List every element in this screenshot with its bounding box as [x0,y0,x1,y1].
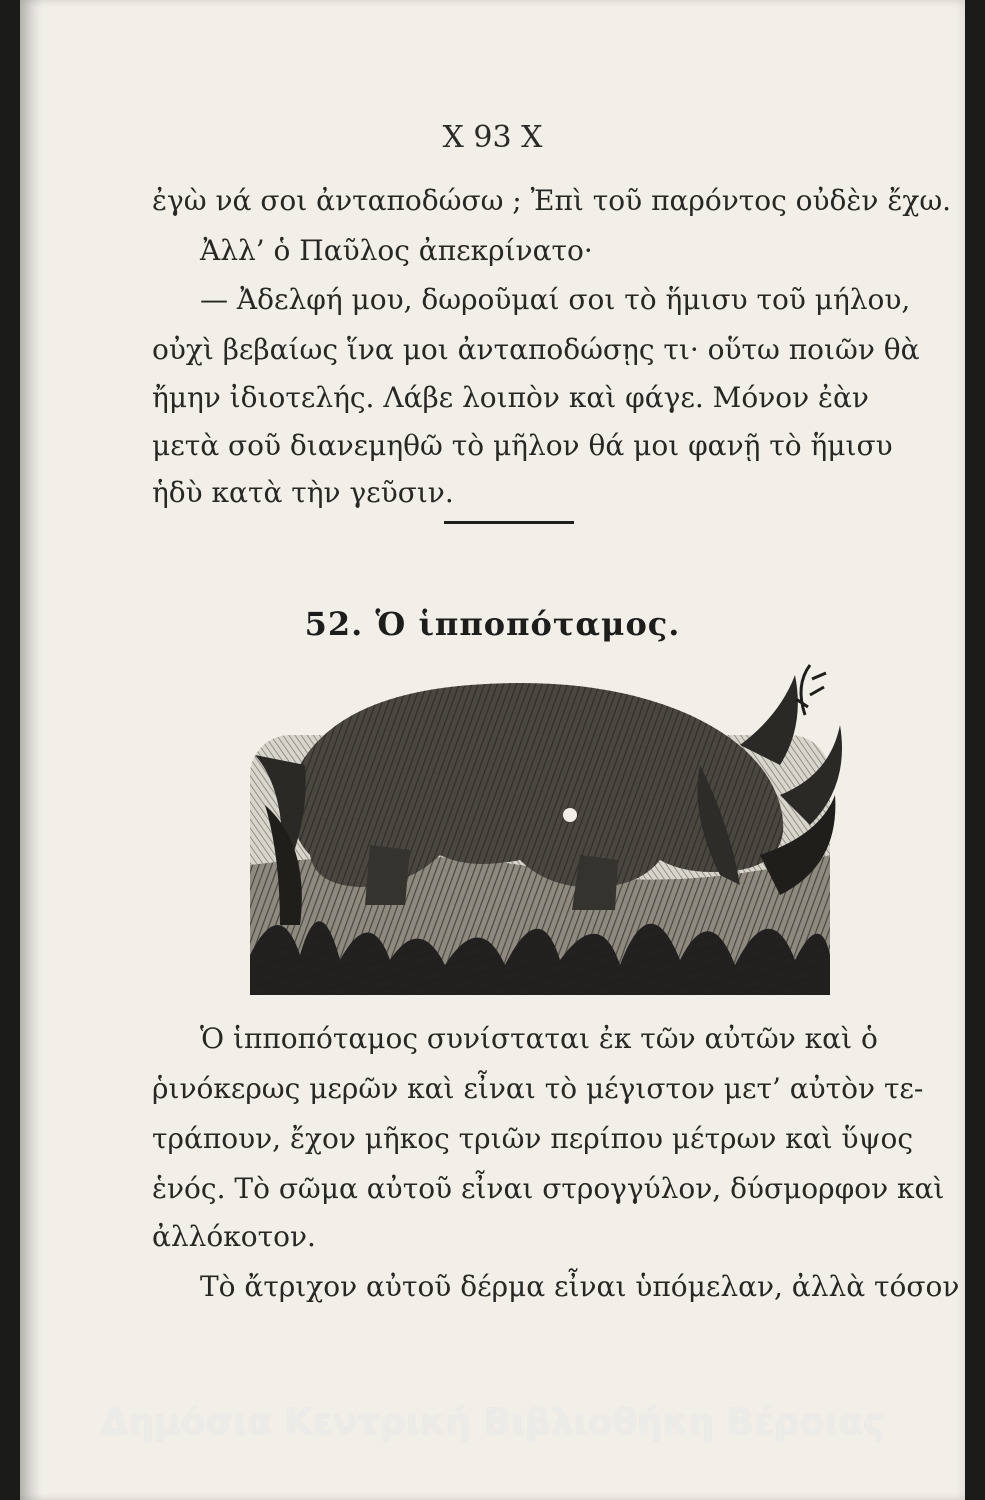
text-line: Ἀλλ’ ὁ Παῦλος ἀπεκρίνατο· [200,234,593,267]
text-line: τράπουν, ἔχον μῆκος τριῶν περίπου μέτρων καὶ ὕψος [152,1122,914,1155]
text-line: ῥινόκερως μερῶν καὶ εἶναι τὸ μέγιστον μετ’ αὐτὸν τε- [152,1072,924,1105]
text-line: ἀλλόκοτον. [152,1220,316,1253]
page-number: Χ 93 Χ [442,120,543,155]
text-line: ἐγὼ νά σοι ἀνταποδώσω ; Ἐπὶ τοῦ παρόντος οὐδὲν ἔχω. [152,184,952,217]
hippopotamus-illustration [220,655,860,995]
text-line: ἤμην ἰδιοτελής. Λάβε λοιπὸν καὶ φάγε. Μόνον ἐὰν [152,381,869,414]
text-line: οὐχὶ βεβαίως ἵνα μοι ἀνταποδώσῃς τι· οὕτω ποιῶν θὰ [152,333,920,366]
text-line: ἑνός. Τὸ σῶμα αὐτοῦ εἶναι στρογγύλον, δύσμορφον καὶ [152,1172,945,1205]
section-divider [444,521,574,524]
text-line: ἡδὺ κατὰ τὴν γεῦσιν. [152,476,454,509]
text-line: μετὰ σοῦ διανεμηθῶ τὸ μῆλον θά μοι φανῇ τὸ ἥμισυ [152,429,893,462]
page-edge-shadow [20,0,42,1500]
text-line: — Ἀδελφή μου, δωροῦμαί σοι τὸ ἥμισυ τοῦ μήλου, [200,283,911,316]
section-heading: 52. Ὁ ἱπποπόταμος. [304,605,681,643]
text-line: Ὁ ἱπποπόταμος συνίσταται ἐκ τῶν αὐτῶν καὶ ὁ [200,1022,878,1055]
library-watermark: Δημόσια Κεντρική Βιβλιοθήκη Βέροιας [100,1402,885,1443]
book-page [20,0,965,1500]
text-line: Τὸ ἄτριχον αὐτοῦ δέρμα εἶναι ὑπόμελαν, ἀλλὰ τόσον [200,1270,960,1303]
